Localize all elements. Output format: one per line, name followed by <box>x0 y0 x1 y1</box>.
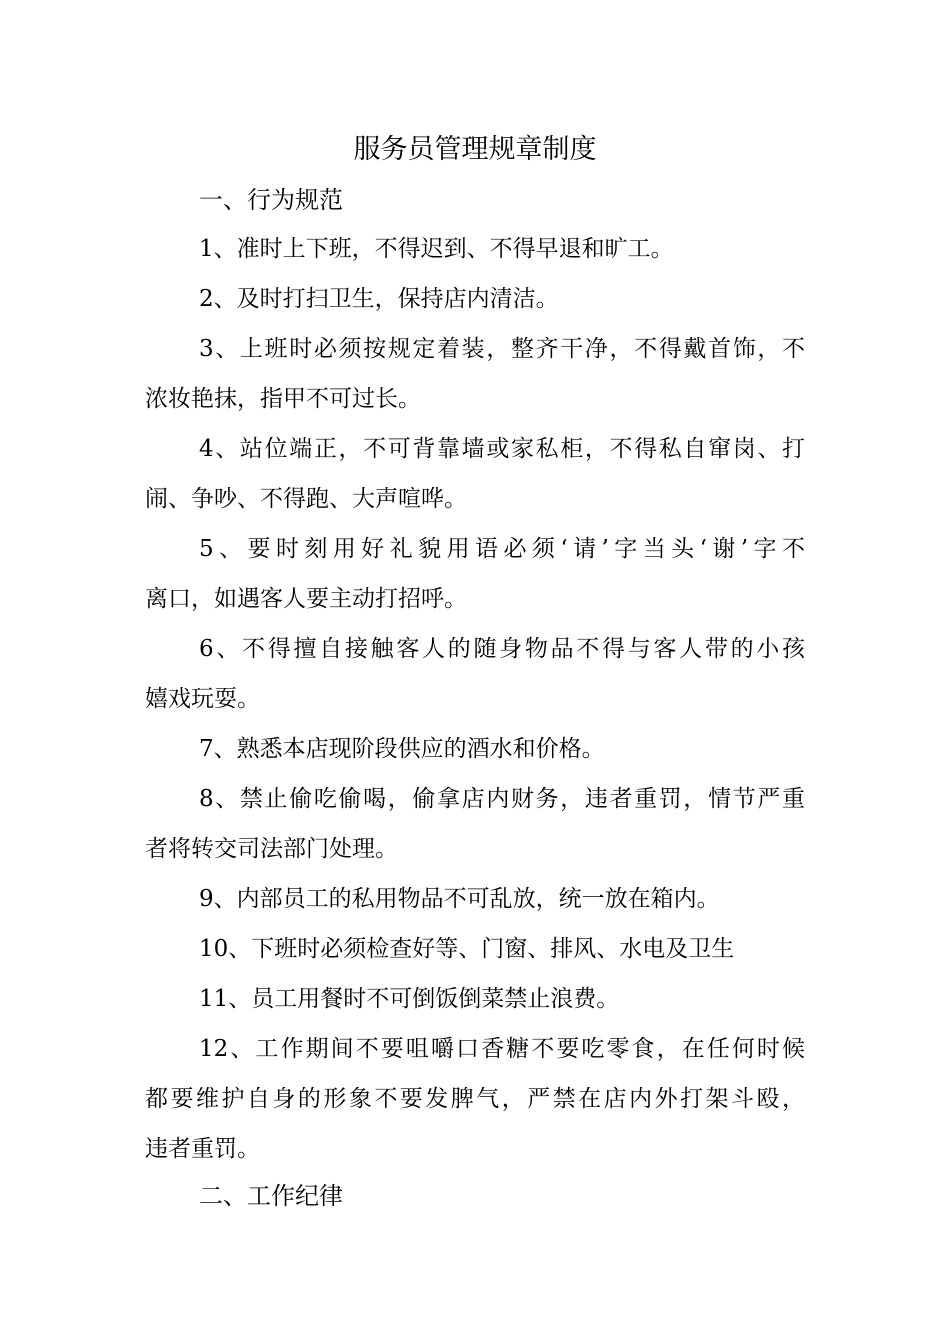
document-title: 服务员管理规章制度 <box>353 134 597 165</box>
rule-2-line-1: 2、及时打扫卫生，保持店内清洁。 <box>199 286 559 312</box>
rule-5-line-2: 离口，如遇客人要主动打招呼。 <box>145 586 467 612</box>
rule-3-line-1: 3、上班时必须按规定着装，整齐干净，不得戴首饰，不 <box>199 336 805 362</box>
rule-3-line-2: 浓妆艳抹，指甲不可过长。 <box>145 386 421 412</box>
rule-12-line-1: 12、工作期间不要咀嚼口香糖不要吃零食，在任何时候 <box>199 1036 805 1062</box>
rule-4-line-1: 4、站位端正，不可背靠墙或家私柜，不得私自窜岗、打 <box>199 436 805 462</box>
rule-6-line-1: 6、不得擅自接触客人的随身物品不得与客人带的小孩 <box>199 636 805 662</box>
rule-12-line-2: 都要维护自身的形象不要发脾气，严禁在店内外打架斗殴， <box>145 1086 805 1112</box>
rule-5-line-1: 5、要时刻用好礼貌用语必须‘请’字当头‘谢’字不 <box>199 536 805 562</box>
rule-11-line-1: 11、员工用餐时不可倒饭倒菜禁止浪费。 <box>199 986 620 1012</box>
rule-10-line-1: 10、下班时必须检查好等、门窗、排风、水电及卫生 <box>199 936 735 962</box>
section-heading-conduct: 一、行为规范 <box>199 186 343 214</box>
rule-1-line-1: 1、准时上下班，不得迟到、不得早退和旷工。 <box>199 236 674 262</box>
rule-12-line-3: 违者重罚。 <box>145 1136 260 1162</box>
rule-4-line-2: 闹、争吵、不得跑、大声喧哗。 <box>145 486 467 512</box>
rule-7-line-1: 7、熟悉本店现阶段供应的酒水和价格。 <box>199 736 605 762</box>
section-heading-discipline: 二、工作纪律 <box>199 1182 343 1210</box>
rule-8-line-1: 8、禁止偷吃偷喝，偷拿店内财务，违者重罚，情节严重 <box>199 786 805 812</box>
rule-9-line-1: 9、内部员工的私用物品不可乱放，统一放在箱内。 <box>199 886 720 912</box>
rule-8-line-2: 者将转交司法部门处理。 <box>145 836 398 862</box>
rule-6-line-2: 嬉戏玩耍。 <box>145 686 260 712</box>
